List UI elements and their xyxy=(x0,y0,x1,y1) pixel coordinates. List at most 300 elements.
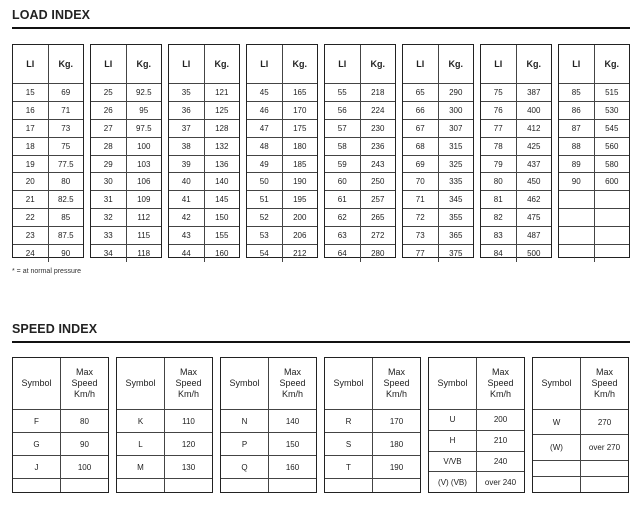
li-cell: 15 xyxy=(25,87,35,97)
table-row xyxy=(559,190,629,208)
kg-cell: 200 xyxy=(282,209,318,226)
table-row xyxy=(13,478,108,492)
symbol-column-header: Symbol xyxy=(437,378,468,388)
table-row xyxy=(403,155,473,173)
kg-cell: 128 xyxy=(204,120,240,137)
table-row xyxy=(13,119,83,137)
symbol-cell: H xyxy=(449,436,456,446)
table-row xyxy=(325,478,420,492)
kg-cell: 412 xyxy=(516,120,552,137)
load-index-table xyxy=(246,44,318,258)
load-index-table xyxy=(12,44,84,258)
kg-cell: 97.5 xyxy=(126,120,162,137)
table-row xyxy=(429,409,524,430)
kg-cell xyxy=(594,227,630,244)
li-cell: 85 xyxy=(571,87,581,97)
table-row xyxy=(481,101,551,119)
kg-cell: 115 xyxy=(126,227,162,244)
speed-index-table xyxy=(428,357,525,493)
speed-index-table xyxy=(324,357,421,493)
kg-cell: 125 xyxy=(204,102,240,119)
symbol-cell xyxy=(533,477,580,492)
table-row xyxy=(325,244,395,262)
li-cell: 70 xyxy=(415,177,425,187)
li-cell: 51 xyxy=(259,195,269,205)
kg-column-header: Kg. xyxy=(516,45,552,83)
load-index-table xyxy=(402,44,474,258)
table-row xyxy=(559,244,629,262)
li-cell: 16 xyxy=(25,105,35,115)
table-row xyxy=(559,119,629,137)
kg-cell: 272 xyxy=(360,227,396,244)
kg-cell: 90 xyxy=(48,245,84,262)
table-row xyxy=(481,244,551,262)
footnote: * = at normal pressure xyxy=(12,268,82,275)
table-row xyxy=(325,455,420,478)
symbol-cell: U xyxy=(449,415,456,425)
kg-cell: 71 xyxy=(48,102,84,119)
table-row xyxy=(481,226,551,244)
table-row xyxy=(13,101,83,119)
load-index-table xyxy=(324,44,396,258)
li-cell: 24 xyxy=(25,248,35,258)
table-row xyxy=(559,137,629,155)
table-row xyxy=(481,83,551,101)
kg-cell: 206 xyxy=(282,227,318,244)
li-cell: 26 xyxy=(103,105,113,115)
table-row xyxy=(221,409,316,432)
speed-cell: 150 xyxy=(268,433,316,455)
symbol-cell xyxy=(13,479,60,492)
table-row xyxy=(325,83,395,101)
kg-cell: 75 xyxy=(48,138,84,155)
kg-cell: 224 xyxy=(360,102,396,119)
li-cell: 80 xyxy=(493,177,503,187)
kg-cell: 365 xyxy=(438,227,474,244)
max-speed-column-header: Max Speed Km/h xyxy=(476,358,524,409)
symbol-cell: J xyxy=(34,462,39,472)
symbol-column-header: Symbol xyxy=(229,378,260,388)
table-row xyxy=(169,83,239,101)
li-cell: 56 xyxy=(337,105,347,115)
kg-column-header: Kg. xyxy=(48,45,84,83)
li-cell: 67 xyxy=(415,123,425,133)
kg-cell: 325 xyxy=(438,156,474,173)
table-header-row xyxy=(325,358,420,409)
kg-cell: 100 xyxy=(126,138,162,155)
kg-cell: 290 xyxy=(438,84,474,101)
kg-cell: 140 xyxy=(204,173,240,190)
li-cell: 82 xyxy=(493,213,503,223)
li-cell: 44 xyxy=(181,248,191,258)
li-cell: 32 xyxy=(103,213,113,223)
kg-column-header: Kg. xyxy=(360,45,396,83)
table-row xyxy=(247,172,317,190)
table-row xyxy=(169,155,239,173)
li-cell: 30 xyxy=(103,177,113,187)
kg-cell: 85 xyxy=(48,209,84,226)
table-row xyxy=(481,137,551,155)
symbol-cell: (V) (VB) xyxy=(438,477,467,487)
load-index-table xyxy=(90,44,162,258)
kg-column-header: Kg. xyxy=(204,45,240,83)
table-row xyxy=(325,155,395,173)
kg-cell: 545 xyxy=(594,120,630,137)
li-column-header: LI xyxy=(182,59,191,69)
li-cell: 81 xyxy=(493,195,503,205)
kg-cell: 103 xyxy=(126,156,162,173)
kg-cell: 450 xyxy=(516,173,552,190)
li-cell: 78 xyxy=(493,141,503,151)
speed-cell xyxy=(580,461,628,476)
kg-cell: 87.5 xyxy=(48,227,84,244)
table-row xyxy=(117,432,212,455)
li-cell: 83 xyxy=(493,231,503,241)
table-row xyxy=(403,190,473,208)
table-row xyxy=(91,119,161,137)
kg-cell: 180 xyxy=(282,138,318,155)
li-cell: 34 xyxy=(103,248,113,258)
speed-index-divider xyxy=(12,341,630,343)
table-row xyxy=(91,208,161,226)
li-cell: 60 xyxy=(337,177,347,187)
symbol-column-header: Symbol xyxy=(21,378,52,388)
li-cell: 62 xyxy=(337,213,347,223)
table-row xyxy=(533,460,628,476)
li-cell: 54 xyxy=(259,248,269,258)
table-row xyxy=(325,208,395,226)
table-row xyxy=(13,172,83,190)
table-row xyxy=(169,208,239,226)
symbol-cell: T xyxy=(346,462,351,472)
table-header-row xyxy=(13,45,83,83)
li-cell: 33 xyxy=(103,231,113,241)
kg-cell: 307 xyxy=(438,120,474,137)
li-cell: 43 xyxy=(181,231,191,241)
li-cell: 39 xyxy=(181,159,191,169)
table-row xyxy=(533,409,628,434)
table-row xyxy=(13,432,108,455)
kg-cell: 400 xyxy=(516,102,552,119)
table-row xyxy=(559,155,629,173)
speed-cell: 90 xyxy=(60,433,108,455)
table-row xyxy=(91,190,161,208)
load-index-table xyxy=(480,44,552,258)
table-header-row xyxy=(13,358,108,409)
speed-cell: 80 xyxy=(60,410,108,432)
kg-column-header: Kg. xyxy=(594,45,630,83)
table-header-row xyxy=(429,358,524,409)
table-header-row xyxy=(247,45,317,83)
kg-cell: 500 xyxy=(516,245,552,262)
table-row xyxy=(429,430,524,451)
li-cell: 75 xyxy=(493,87,503,97)
speed-cell xyxy=(164,479,212,492)
table-header-row xyxy=(481,45,551,83)
li-cell: 76 xyxy=(493,105,503,115)
table-row xyxy=(117,409,212,432)
kg-cell: 195 xyxy=(282,191,318,208)
kg-cell: 425 xyxy=(516,138,552,155)
li-cell: 61 xyxy=(337,195,347,205)
max-speed-column-header: Max Speed Km/h xyxy=(372,358,420,409)
table-row xyxy=(481,190,551,208)
speed-cell xyxy=(580,477,628,492)
kg-cell xyxy=(594,191,630,208)
kg-cell: 112 xyxy=(126,209,162,226)
table-header-row xyxy=(325,45,395,83)
table-row xyxy=(13,455,108,478)
symbol-cell xyxy=(221,479,268,492)
symbol-cell: (W) xyxy=(550,442,563,452)
li-cell: 17 xyxy=(25,123,35,133)
table-row xyxy=(13,226,83,244)
li-cell: 52 xyxy=(259,213,269,223)
table-row xyxy=(481,172,551,190)
table-row xyxy=(403,172,473,190)
load-index-table xyxy=(558,44,630,258)
symbol-cell xyxy=(325,479,372,492)
table-row xyxy=(13,409,108,432)
table-row xyxy=(221,455,316,478)
li-cell: 55 xyxy=(337,87,347,97)
kg-cell: 560 xyxy=(594,138,630,155)
table-row xyxy=(247,208,317,226)
li-cell: 77 xyxy=(415,248,425,258)
symbol-cell: W xyxy=(552,417,561,427)
table-row xyxy=(559,208,629,226)
li-cell: 28 xyxy=(103,141,113,151)
li-cell xyxy=(559,191,594,208)
symbol-cell: Q xyxy=(241,462,248,472)
li-cell: 36 xyxy=(181,105,191,115)
li-cell: 20 xyxy=(25,177,35,187)
symbol-cell: G xyxy=(33,439,40,449)
li-cell: 50 xyxy=(259,177,269,187)
speed-cell: 110 xyxy=(164,410,212,432)
li-cell: 86 xyxy=(571,105,581,115)
kg-cell: 109 xyxy=(126,191,162,208)
li-cell xyxy=(559,209,594,226)
kg-cell: 175 xyxy=(282,120,318,137)
table-row xyxy=(13,83,83,101)
kg-cell: 218 xyxy=(360,84,396,101)
table-row xyxy=(13,208,83,226)
speed-cell: 190 xyxy=(372,456,420,478)
table-row xyxy=(169,190,239,208)
kg-cell: 530 xyxy=(594,102,630,119)
li-column-header: LI xyxy=(104,59,113,69)
kg-cell: 600 xyxy=(594,173,630,190)
kg-cell: 475 xyxy=(516,209,552,226)
li-cell: 71 xyxy=(415,195,425,205)
table-row xyxy=(403,83,473,101)
li-cell: 46 xyxy=(259,105,269,115)
li-cell: 73 xyxy=(415,231,425,241)
symbol-cell: M xyxy=(137,462,144,472)
li-cell: 89 xyxy=(571,159,581,169)
li-cell: 35 xyxy=(181,87,191,97)
table-row xyxy=(91,226,161,244)
li-cell: 58 xyxy=(337,141,347,151)
li-column-header: LI xyxy=(416,59,425,69)
kg-column-header: Kg. xyxy=(438,45,474,83)
kg-cell: 106 xyxy=(126,173,162,190)
kg-cell: 487 xyxy=(516,227,552,244)
table-row xyxy=(325,226,395,244)
li-cell: 65 xyxy=(415,87,425,97)
table-row xyxy=(91,101,161,119)
speed-index-table xyxy=(116,357,213,493)
kg-column-header: Kg. xyxy=(126,45,162,83)
table-row xyxy=(13,190,83,208)
kg-cell: 77.5 xyxy=(48,156,84,173)
li-cell: 53 xyxy=(259,231,269,241)
kg-cell: 315 xyxy=(438,138,474,155)
li-cell: 72 xyxy=(415,213,425,223)
table-row xyxy=(325,190,395,208)
table-row xyxy=(247,101,317,119)
li-cell: 27 xyxy=(103,123,113,133)
table-row xyxy=(325,101,395,119)
kg-cell: 92.5 xyxy=(126,84,162,101)
symbol-column-header: Symbol xyxy=(541,378,572,388)
table-row xyxy=(429,471,524,492)
speed-cell: 240 xyxy=(476,452,524,472)
kg-cell: 69 xyxy=(48,84,84,101)
symbol-cell: P xyxy=(241,439,248,449)
table-row xyxy=(247,190,317,208)
table-row xyxy=(91,155,161,173)
kg-cell: 150 xyxy=(204,209,240,226)
li-cell: 21 xyxy=(25,195,35,205)
kg-cell: 345 xyxy=(438,191,474,208)
li-column-header: LI xyxy=(260,59,269,69)
kg-cell: 243 xyxy=(360,156,396,173)
table-row xyxy=(169,101,239,119)
max-speed-column-header: Max Speed Km/h xyxy=(164,358,212,409)
li-cell: 29 xyxy=(103,159,113,169)
speed-cell: 210 xyxy=(476,431,524,451)
speed-cell xyxy=(60,479,108,492)
kg-cell: 250 xyxy=(360,173,396,190)
table-header-row xyxy=(117,358,212,409)
kg-cell: 355 xyxy=(438,209,474,226)
table-row xyxy=(91,172,161,190)
li-cell: 79 xyxy=(493,159,503,169)
li-cell: 25 xyxy=(103,87,113,97)
speed-index-table xyxy=(12,357,109,493)
kg-cell: 387 xyxy=(516,84,552,101)
table-row xyxy=(117,455,212,478)
symbol-cell: N xyxy=(241,416,248,426)
li-cell: 19 xyxy=(25,159,35,169)
li-cell: 66 xyxy=(415,105,425,115)
kg-cell xyxy=(594,245,630,262)
li-cell: 63 xyxy=(337,231,347,241)
kg-cell xyxy=(594,209,630,226)
speed-cell: 160 xyxy=(268,456,316,478)
kg-cell: 136 xyxy=(204,156,240,173)
kg-column-header: Kg. xyxy=(282,45,318,83)
table-row xyxy=(221,478,316,492)
li-cell: 45 xyxy=(259,87,269,97)
kg-cell: 190 xyxy=(282,173,318,190)
max-speed-column-header: Max Speed Km/h xyxy=(60,358,108,409)
li-cell: 47 xyxy=(259,123,269,133)
li-cell: 77 xyxy=(493,123,503,133)
table-header-row xyxy=(169,45,239,83)
speed-cell: over 240 xyxy=(476,472,524,492)
table-row xyxy=(13,244,83,262)
symbol-cell: K xyxy=(137,416,144,426)
li-cell xyxy=(559,245,594,262)
symbol-cell: R xyxy=(345,416,352,426)
li-cell: 31 xyxy=(103,195,113,205)
li-cell: 49 xyxy=(259,159,269,169)
li-cell: 37 xyxy=(181,123,191,133)
table-row xyxy=(169,172,239,190)
table-row xyxy=(559,101,629,119)
li-cell: 90 xyxy=(571,177,581,187)
table-row xyxy=(117,478,212,492)
symbol-column-header: Symbol xyxy=(333,378,364,388)
kg-cell: 335 xyxy=(438,173,474,190)
li-cell: 41 xyxy=(181,195,191,205)
li-cell: 40 xyxy=(181,177,191,187)
table-row xyxy=(13,137,83,155)
li-cell: 48 xyxy=(259,141,269,151)
table-row xyxy=(169,137,239,155)
li-cell: 22 xyxy=(25,213,35,223)
kg-cell: 118 xyxy=(126,245,162,262)
table-row xyxy=(91,244,161,262)
speed-cell xyxy=(372,479,420,492)
speed-cell: 130 xyxy=(164,456,212,478)
speed-cell xyxy=(268,479,316,492)
table-row xyxy=(247,155,317,173)
symbol-cell: L xyxy=(138,439,143,449)
table-row xyxy=(325,172,395,190)
symbol-cell xyxy=(533,461,580,476)
table-row xyxy=(169,244,239,262)
li-column-header: LI xyxy=(26,59,35,69)
table-row xyxy=(13,155,83,173)
li-column-header: LI xyxy=(572,59,581,69)
speed-index-table xyxy=(532,357,629,493)
kg-cell: 212 xyxy=(282,245,318,262)
kg-cell: 375 xyxy=(438,245,474,262)
kg-cell: 155 xyxy=(204,227,240,244)
speed-cell: 180 xyxy=(372,433,420,455)
kg-cell: 257 xyxy=(360,191,396,208)
table-row xyxy=(533,476,628,492)
kg-cell: 82.5 xyxy=(48,191,84,208)
table-row xyxy=(481,208,551,226)
speed-cell: 200 xyxy=(476,410,524,430)
li-cell: 87 xyxy=(571,123,581,133)
speed-cell: 170 xyxy=(372,410,420,432)
max-speed-column-header: Max Speed Km/h xyxy=(580,358,628,409)
speed-index-title: SPEED INDEX xyxy=(12,322,98,336)
speed-index-table xyxy=(220,357,317,493)
table-header-row xyxy=(403,45,473,83)
table-row xyxy=(559,172,629,190)
kg-cell: 80 xyxy=(48,173,84,190)
table-row xyxy=(403,244,473,262)
table-row xyxy=(91,83,161,101)
li-column-header: LI xyxy=(338,59,347,69)
